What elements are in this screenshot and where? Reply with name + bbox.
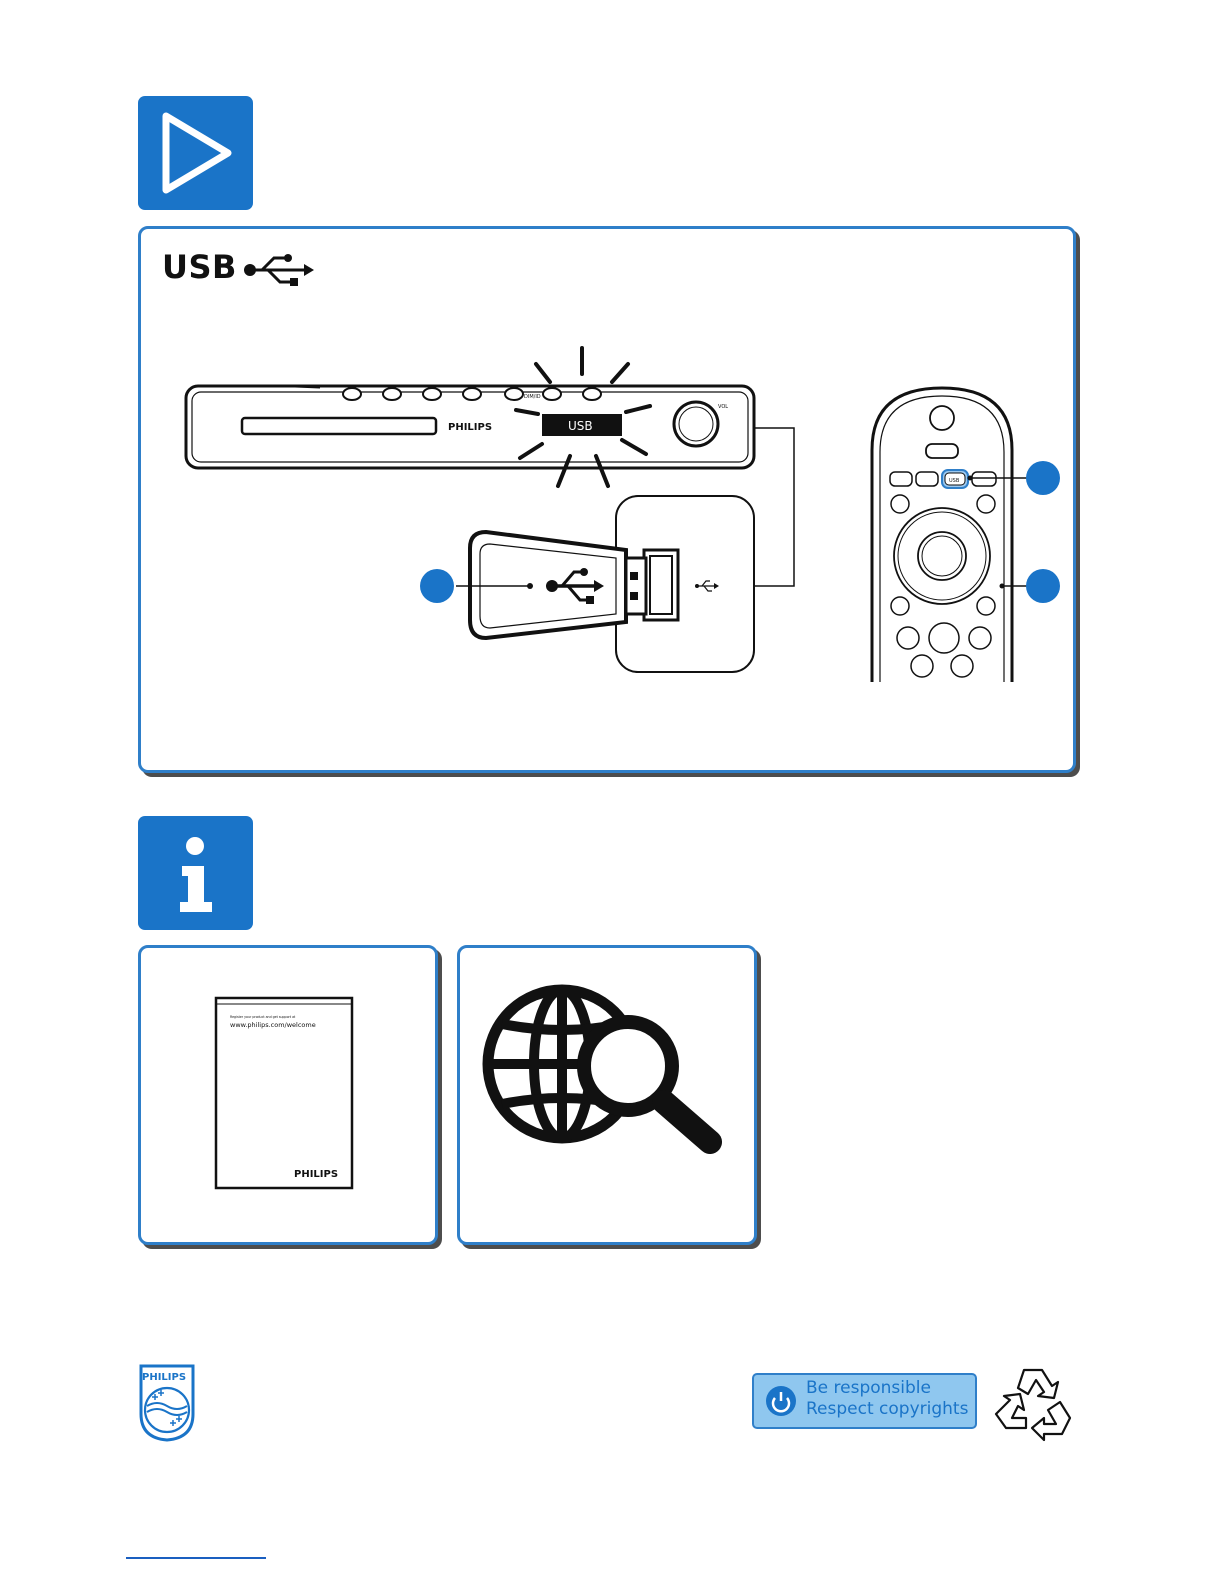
dim-label: DIM/ID <box>524 394 541 400</box>
usb-symbol-icon <box>240 250 318 290</box>
manual-illustration <box>214 996 356 1192</box>
footer-logo-text: PHILIPS <box>142 1372 187 1383</box>
info-tile <box>138 816 253 930</box>
manual-small-line: Register your product and get support at <box>230 1015 296 1019</box>
globe-search-icon <box>480 980 730 1160</box>
info-icon <box>138 816 253 930</box>
recycle-icon <box>990 1364 1078 1444</box>
callout-navigation <box>1026 569 1060 603</box>
callout-usb-drive <box>420 569 454 603</box>
remote-usb-label: USB <box>949 478 960 484</box>
badge-text <box>806 1378 968 1420</box>
bottom-rule <box>126 1557 266 1559</box>
player-brand: PHILIPS <box>448 422 493 433</box>
callout-usb-button <box>1026 461 1060 495</box>
player-display-text: USB <box>568 419 593 433</box>
play-icon <box>138 96 253 210</box>
player-illustration <box>180 340 800 690</box>
usb-title: USB <box>162 248 237 286</box>
philips-shield-logo <box>137 1362 197 1444</box>
copyright-badge <box>752 1373 977 1429</box>
vol-label: VOL <box>718 404 729 410</box>
badge-line2: Respect copyrights <box>806 1399 969 1419</box>
manual-url: www.philips.com/welcome <box>230 1021 316 1029</box>
remote-illustration <box>860 380 1040 682</box>
power-icon <box>764 1384 798 1418</box>
manual-brand: PHILIPS <box>294 1169 339 1180</box>
badge-line1: Be responsible <box>806 1378 931 1398</box>
play-tile <box>138 96 253 210</box>
